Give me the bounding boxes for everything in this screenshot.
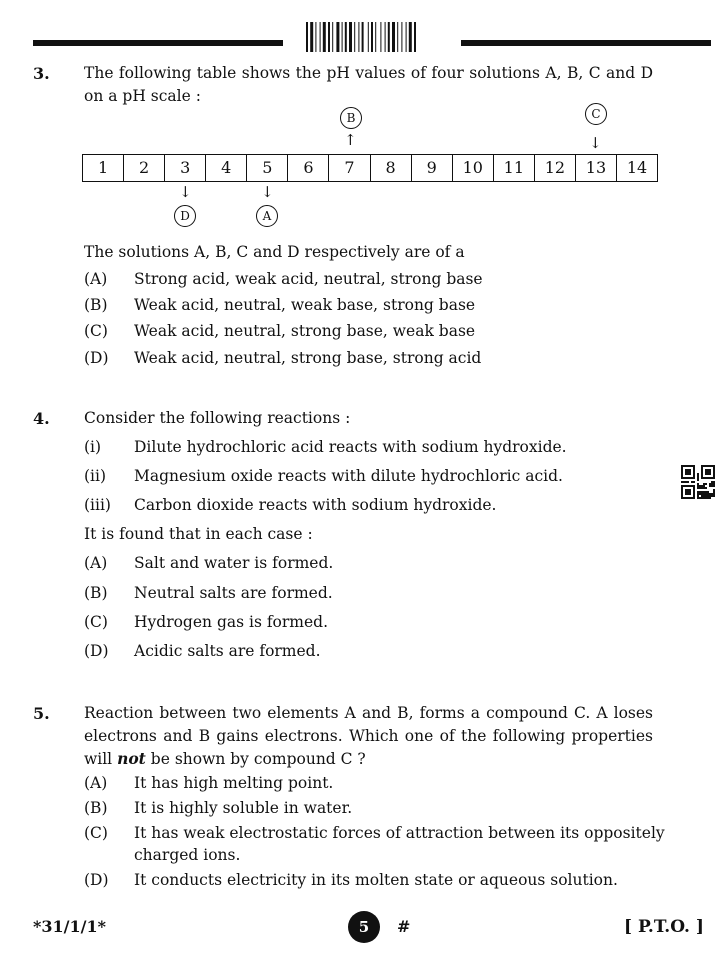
question-text: on a pH scale : <box>84 87 201 105</box>
option-label: (D) <box>84 871 109 889</box>
qr-module <box>697 477 699 479</box>
qr-module <box>685 469 691 475</box>
qr-module <box>709 485 711 487</box>
qr-module <box>697 485 699 487</box>
arrow-down-icon: ↓ <box>179 183 192 201</box>
qr-module <box>697 475 699 477</box>
qr-module <box>697 479 699 481</box>
question-text: Reaction between two elements A and B, forms a compound C. A loses <box>84 704 653 722</box>
marker-c: C <box>585 103 607 125</box>
qr-module <box>697 495 699 497</box>
option-a <box>84 270 483 288</box>
option-label: (C) <box>84 322 108 340</box>
page-number: 5 <box>348 911 380 943</box>
qr-module <box>713 485 715 487</box>
qr-module <box>705 495 707 497</box>
qr-module <box>709 495 711 497</box>
barcode-bar <box>401 22 402 52</box>
ph-cell: 9 <box>412 155 453 181</box>
paper-code: *31/1/1* <box>33 917 106 936</box>
ph-cell: 4 <box>206 155 247 181</box>
ph-cell: 12 <box>535 155 576 181</box>
option-c <box>84 613 328 631</box>
qr-module <box>685 489 691 495</box>
pto-label: [ P.T.O. ] <box>624 917 704 937</box>
option-label: (C) <box>84 824 108 842</box>
question-number: 5. <box>33 704 50 723</box>
barcode-bar <box>310 22 313 52</box>
qr-module <box>709 497 711 499</box>
option-a <box>84 774 333 792</box>
qr-module <box>705 491 707 493</box>
option-d <box>84 642 321 660</box>
barcode-bar <box>332 22 333 52</box>
qr-module <box>707 497 709 499</box>
qr-module <box>713 483 715 485</box>
qr-module <box>697 473 699 475</box>
qr-module <box>705 493 707 495</box>
barcode-bar <box>414 22 416 52</box>
question-text: The following table shows the pH values of four solutions A, B, C and D <box>84 64 653 82</box>
barcode-bar <box>336 22 339 52</box>
option-text: Weak acid, neutral, strong base, weak base <box>134 322 476 340</box>
reaction-text: Carbon dioxide reacts with sodium hydroxide. <box>134 496 497 514</box>
reaction-text: Dilute hydrochloric acid reacts with sodium hydroxide. <box>134 438 567 456</box>
option-c <box>84 824 665 842</box>
qr-module <box>697 491 699 493</box>
question-stem: The solutions A, B, C and D respectively are of a <box>84 243 465 261</box>
qr-module <box>701 497 703 499</box>
qr-module <box>683 481 685 483</box>
qr-module <box>713 491 715 493</box>
qr-module <box>681 481 683 483</box>
barcode-bar <box>315 22 316 52</box>
barcode-bar <box>328 22 330 52</box>
qr-module <box>703 487 705 489</box>
ph-scale <box>82 154 658 182</box>
qr-module <box>697 493 699 495</box>
qr-module <box>701 495 703 497</box>
qr-module <box>701 491 703 493</box>
qr-module <box>703 483 705 485</box>
option-label: (A) <box>84 774 108 792</box>
qr-module <box>703 495 705 497</box>
qr-module <box>713 489 715 491</box>
qr-module <box>711 481 713 483</box>
reaction-label: (i) <box>84 438 102 456</box>
option-d <box>84 349 481 367</box>
reaction-iii <box>84 496 496 514</box>
option-text: Hydrogen gas is formed. <box>134 613 329 631</box>
ph-cell: 5 <box>247 155 288 181</box>
option-label: (D) <box>84 349 109 367</box>
option-text: Weak acid, neutral, weak base, strong base <box>134 296 476 314</box>
ph-cell: 10 <box>453 155 494 181</box>
qr-module <box>699 487 701 489</box>
qr-module <box>707 493 709 495</box>
qr-module <box>703 493 705 495</box>
qr-module <box>709 493 711 495</box>
qr-module <box>697 487 699 489</box>
reaction-label: (ii) <box>84 467 107 485</box>
qr-module <box>697 483 699 485</box>
barcode-bar <box>345 22 347 52</box>
option-text: Strong acid, weak acid, neutral, strong base <box>134 270 483 288</box>
option-text: It is highly soluble in water. <box>134 799 353 817</box>
qr-module <box>705 469 711 475</box>
option-text: It has weak electrostatic forces of attraction between its oppositely <box>134 824 665 842</box>
qr-module <box>707 495 709 497</box>
arrow-down-icon: ↓ <box>589 134 602 152</box>
barcode-bar <box>368 22 369 52</box>
reaction-i <box>84 438 567 456</box>
qr-module <box>711 483 713 485</box>
question-text: Consider the following reactions : <box>84 409 351 427</box>
reaction-text: Magnesium oxide reacts with dilute hydrochloric acid. <box>134 467 563 485</box>
qr-module <box>705 497 707 499</box>
qr-module <box>713 493 715 495</box>
question-number: 4. <box>33 409 50 428</box>
qr-module <box>687 481 689 483</box>
barcode-bar <box>397 22 398 52</box>
ph-cell: 8 <box>371 155 412 181</box>
qr-module <box>711 495 713 497</box>
question-text: electrons and B gains electrons. Which one of the following properties <box>84 727 653 745</box>
barcode-bar <box>320 22 321 52</box>
barcode-bar <box>371 22 373 52</box>
barcode-bar <box>392 22 395 52</box>
option-text-continued: charged ions. <box>134 846 241 864</box>
ph-cell: 11 <box>494 155 535 181</box>
barcode-bar <box>358 22 359 52</box>
header-rule-left <box>33 40 283 46</box>
qr-code <box>681 465 715 503</box>
ph-cell: 3 <box>165 155 206 181</box>
qr-module <box>697 497 699 499</box>
ph-cell: 6 <box>288 155 329 181</box>
marker-d: D <box>174 205 196 227</box>
option-d <box>84 871 618 889</box>
option-c <box>84 322 475 340</box>
option-b <box>84 584 333 602</box>
barcode-bar <box>349 22 352 52</box>
question-number: 3. <box>33 64 50 83</box>
ph-cell: 1 <box>83 155 124 181</box>
barcode-bar <box>354 22 355 52</box>
barcode <box>306 22 440 52</box>
marker-a: A <box>256 205 278 227</box>
ph-cell: 14 <box>626 158 648 177</box>
barcode-graphic <box>306 22 440 52</box>
option-label: (D) <box>84 642 109 660</box>
qr-module <box>711 493 713 495</box>
option-text: Salt and water is formed. <box>134 554 334 572</box>
qr-module <box>713 481 715 483</box>
qr-module <box>703 491 705 493</box>
option-label: (B) <box>84 296 108 314</box>
barcode-bar <box>342 22 343 52</box>
arrow-down-icon: ↓ <box>261 183 274 201</box>
question-text-part: be shown by compound C ? <box>150 750 366 768</box>
barcode-bar <box>306 22 308 52</box>
ph-cell: 7 <box>329 155 370 181</box>
qr-module <box>703 485 705 487</box>
qr-module <box>691 481 693 483</box>
option-label: (A) <box>84 270 108 288</box>
qr-module <box>705 483 707 485</box>
barcode-bar <box>406 22 407 52</box>
ph-cell: 2 <box>124 155 165 181</box>
option-text: It has high melting point. <box>134 774 334 792</box>
qr-module <box>705 487 707 489</box>
barcode-bar <box>380 22 381 52</box>
reaction-label: (iii) <box>84 496 111 514</box>
qr-module <box>699 493 701 495</box>
qr-module <box>713 495 715 497</box>
ph-cell: 13 <box>576 155 617 181</box>
option-text: Weak acid, neutral, strong base, strong acid <box>134 349 482 367</box>
qr-module <box>699 485 701 487</box>
qr-module <box>701 487 703 489</box>
barcode-bar <box>388 22 390 52</box>
barcode-bar <box>362 22 364 52</box>
qr-module <box>701 493 703 495</box>
option-a <box>84 554 333 572</box>
barcode-bar <box>409 22 412 52</box>
qr-module <box>703 497 705 499</box>
arrow-up-icon: ↑ <box>344 131 357 149</box>
option-text: Acidic salts are formed. <box>134 642 321 660</box>
option-b <box>84 799 352 817</box>
qr-module <box>701 485 703 487</box>
option-b <box>84 296 475 314</box>
emphasis-not: not <box>117 749 146 768</box>
barcode-bar <box>385 22 386 52</box>
question-text <box>84 749 366 768</box>
hash-mark: # <box>397 917 411 936</box>
option-label: (C) <box>84 613 108 631</box>
option-label: (B) <box>84 799 108 817</box>
option-text: It conducts electricity in its molten state or aqueous solution. <box>134 871 618 889</box>
qr-module <box>699 491 701 493</box>
qr-module <box>709 483 711 485</box>
qr-module <box>711 485 713 487</box>
option-label: (A) <box>84 554 108 572</box>
qr-code-graphic <box>681 465 715 499</box>
qr-module <box>707 491 709 493</box>
barcode-bar <box>375 22 376 52</box>
header-rule-right <box>461 40 711 46</box>
qr-module <box>685 481 687 483</box>
barcode-bar <box>323 22 326 52</box>
qr-module <box>693 481 695 483</box>
marker-b: B <box>340 107 362 129</box>
question-text-part: will <box>84 750 113 768</box>
option-text: Neutral salts are formed. <box>134 584 333 602</box>
reaction-ii <box>84 467 563 485</box>
qr-module <box>699 497 701 499</box>
option-label: (B) <box>84 584 108 602</box>
question-stem: It is found that in each case : <box>84 525 313 543</box>
